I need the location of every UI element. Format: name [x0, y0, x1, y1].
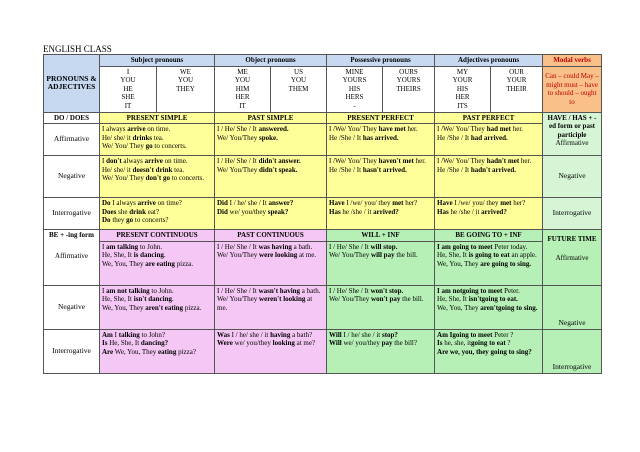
present-perfect-negative: I /We/ You/ They haven't met her. He /She / It hasn't arrived.	[327, 156, 435, 198]
present-simple-heading: PRESENT SIMPLE	[100, 112, 215, 124]
future-interrogative: Interrogative	[543, 329, 602, 373]
past-perfect-interrogative: Have I /we/ you/ they met her? Has he /she / it arrived?	[435, 198, 543, 230]
modal-verbs-list: Can – could May – might must – have to should – ought to	[543, 66, 602, 112]
grammar-table	[43, 54, 602, 374]
pronouns-header: PRONOUNS & ADJECTIVES	[44, 55, 100, 113]
object-singular: ME YOU HIM HER IT	[215, 66, 271, 112]
going-to-heading: BE GOING TO + INF	[435, 230, 543, 242]
be-ing-label: BE + -ing form Affirmative	[44, 230, 100, 286]
past-perfect-negative: I /We/ You/ They hadn't met her. He /She / It hadn't arrived.	[435, 156, 543, 198]
present-simple-negative: I don't always arrive on time. He/ she/ it doesn't drink tea. We/ You/ They don't go to concerts.	[100, 156, 215, 198]
present-continuous-negative: I am not talking to John. He, She, It isn't dancing. We, You, They aren't eating pizza.	[100, 285, 215, 329]
present-continuous-affirmative: I am talking to John. He, She, It is dancing. We, You, They are eating pizza.	[100, 241, 215, 285]
present-perfect-heading: PRESENT PERFECT	[327, 112, 435, 124]
past-continuous-interrogative: Was I / he/ she / it having a bath? Were we/ you/they looking at me?	[215, 329, 327, 373]
have-has-heading: HAVE / HAS + -ed form or past participle Affirmative	[543, 112, 602, 156]
possessive-plural: OURS YOURS THEIRS	[383, 66, 435, 112]
subject-plural: WE YOU THEY	[157, 66, 215, 112]
past-simple-heading: PAST SIMPLE	[215, 112, 327, 124]
past-perfect-affirmative: I /We/ You/ They had met her. He /She / It had arrived.	[435, 124, 543, 156]
present-continuous-heading: PRESENT CONTINUOUS	[100, 230, 215, 242]
present-perfect-affirmative: I /We/ You/ They have met her. He /She / It has arrived.	[327, 124, 435, 156]
subject-pronouns-heading: Subject pronouns	[100, 55, 215, 67]
possessive-singular: MINE YOURS HIS HERS -	[327, 66, 383, 112]
past-simple-affirmative: I / He/ She / It answered. We/ You/They spoke.	[215, 124, 327, 156]
will-inf-heading: WILL + INF	[327, 230, 435, 242]
modal-verbs-heading: Modal verbs	[543, 55, 602, 67]
row-label-negative: Negative	[44, 156, 100, 198]
future-negative: Negative	[543, 285, 602, 329]
have-has-negative: Negative	[543, 156, 602, 198]
object-plural: US YOU THEM	[271, 66, 327, 112]
have-has-interrogative: Interrogative	[543, 198, 602, 230]
row-label-affirmative: Affirmative	[44, 124, 100, 156]
future-time-heading: FUTURE TIME Affirmative	[543, 230, 602, 286]
past-simple-interrogative: Did I / he/ she / It answer? Did we/ you/they speak?	[215, 198, 327, 230]
row-label-interrogative-2: Interrogative	[44, 329, 100, 373]
do-does-label: DO / DOES	[44, 112, 100, 124]
row-label-interrogative: Interrogative	[44, 198, 100, 230]
present-perfect-interrogative: Have I /we/ you/ they met her? Has he /she / it arrived?	[327, 198, 435, 230]
adjective-plural: OUR YOUR THEIR	[491, 66, 543, 112]
past-perfect-heading: PAST PERFECT	[435, 112, 543, 124]
present-continuous-interrogative: Am I talking to John? Is He, She, It dancing? Are We, You, They eating pizza?	[100, 329, 215, 373]
past-continuous-affirmative: I / He/ She / It was having a bath. We/ You/They were looking at me.	[215, 241, 327, 285]
possessive-pronouns-heading: Possessive pronouns	[327, 55, 435, 67]
going-to-affirmative: I am going to meet Peter today. He, She, It is going to eat an apple. We, You, They are going to sing.	[435, 241, 543, 285]
past-continuous-heading: PAST CONTINUOUS	[215, 230, 327, 242]
going-to-interrogative: Am Igoing to meet Peter ? Is he, she, itgoing to eat ? Are we, you, they going to sing?	[435, 329, 543, 373]
object-pronouns-heading: Object pronouns	[215, 55, 327, 67]
will-interrogative: Will I / he/ she / it stop? Will we/ you/they pay the bill?	[327, 329, 435, 373]
going-to-negative: I am notgoing to meet Peter. He, She, It isn'tgoing to eat. We, You, They aren'tgoing to sing.	[435, 285, 543, 329]
will-negative: I / He/ She / It won't stop. We/ You/They won't pay the bill.	[327, 285, 435, 329]
will-affirmative: I / He/ She / It will stop. We/ You/They will pay the bill.	[327, 241, 435, 285]
adjective-singular: MY YOUR HIS HER ITS	[435, 66, 491, 112]
past-simple-negative: I / He/ She / It didn't answer. We/ You/They didn't speak.	[215, 156, 327, 198]
subject-singular: I YOU HE SHE IT	[100, 66, 157, 112]
present-simple-affirmative: I always arrive on time. He/ she/ it drinks tea. We/ You/ They go to concerts.	[100, 124, 215, 156]
page-title: ENGLISH CLASS	[43, 44, 112, 54]
row-label-negative-2: Negative	[44, 285, 100, 329]
present-simple-interrogative: Do I always arrive on time? Does she drink eat? Do they go to concerts?	[100, 198, 215, 230]
past-continuous-negative: I / He/ She / It wasn't having a bath. We/ You/They weren't looking at me.	[215, 285, 327, 329]
adjective-pronouns-heading: Adjectives pronouns	[435, 55, 543, 67]
